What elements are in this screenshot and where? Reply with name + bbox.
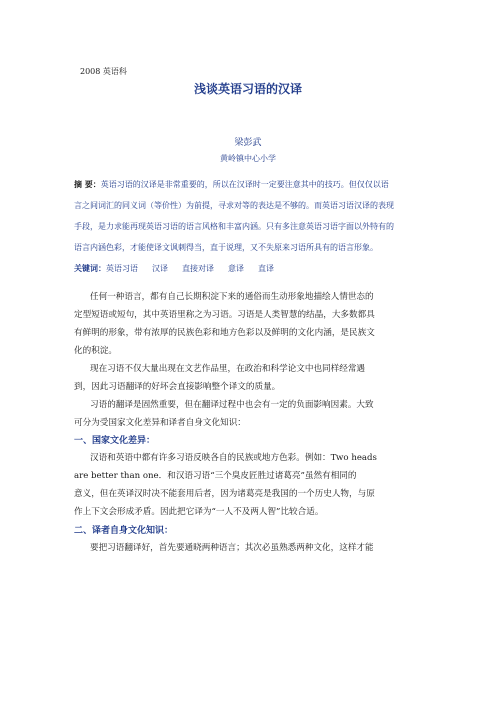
abstract-line (74, 179, 389, 190)
author-name: 梁彭武 (234, 138, 262, 148)
paragraph-line: 到，因此习语翻译的好坏会直接影响整个译文的质量。 (74, 382, 281, 392)
abstract-line: 语言内涵色彩，才能使译文讽刺得当，直于说理，又不失原来习语所具有的语言形象。 (74, 243, 378, 252)
keyword: 英语习语 (106, 264, 138, 273)
section-heading: 二、译者自身文化知识： (74, 526, 174, 536)
document-header: 2008 英语科 (80, 67, 127, 76)
paragraph-line: 作上下文会形成矛盾。因此把它译为“一人不及两人智”比较合适。 (74, 507, 324, 517)
paragraph-line: 可分为受国家文化差异和译者自身文化知识： (74, 418, 246, 428)
keywords-line (74, 263, 288, 274)
abstract-text: 英语习语的汉译是非常重要的，所以在汉译时一定要注意其中的技巧。但仅仅以语 (100, 180, 389, 189)
paragraph-line: are better than one．和汉语习语“三个臭皮匠胜过诸葛亮”虽然有相同的 (74, 471, 357, 481)
abstract-line: 言之间词汇的同义词（等价性）为前提，寻求对等的表达是不够的。而英语习语汉译的表现 (74, 201, 394, 210)
section-heading: 一、国家文化差异： (74, 436, 156, 446)
paragraph-line: 化的积淀。 (74, 346, 117, 356)
keyword: 意译 (228, 264, 244, 273)
paragraph-line: 定型短语或短句，其中英语里称之为习语。习语是人类智慧的结晶，大多数都具 (74, 310, 375, 320)
paragraph-line: 汉语和英语中都有许多习语反映各自的民族或地方色彩。例如：Two heads (90, 453, 377, 463)
paragraph-line: 任何一种语言，都有自己长期积淀下来的通俗而生动形象地描绘人情世态的 (90, 292, 374, 302)
paragraph-line: 要把习语翻译好，首先要通晓两种语言；其次必虽熟悉两种文化，这样才能 (90, 543, 374, 553)
paragraph-line: 习语的翻译是固然重要，但在翻译过程中也会有一定的负面影响因素。大致 (90, 400, 374, 410)
abstract-label: 摘 要： (74, 180, 101, 189)
author-affiliation: 黄岭镇中心小学 (220, 154, 276, 163)
paragraph-line: 有鲜明的形象，带有浓厚的民族色彩和地方色彩以及鲜明的文化内涵，是民族文 (74, 328, 375, 338)
article-title: 浅谈英语习语的汉译 (193, 82, 302, 96)
paragraph-line: 意义，但在英译汉时决不能套用后者，因为诸葛亮是我国的一个历史人物，与原 (74, 489, 375, 499)
keyword: 直译 (258, 264, 274, 273)
keyword: 汉译 (152, 264, 168, 273)
paragraph-line: 现在习语不仅大量出现在文艺作品里，在政治和科学论文中也同样经常遇 (90, 364, 366, 374)
keywords-label: 关键词： (74, 264, 106, 273)
keyword: 直接对译 (182, 264, 214, 273)
abstract-line: 手段，是力求能再现英语习语的语言风格和丰富内涵。只有多注意英语习语字面以外特有的 (74, 222, 394, 231)
